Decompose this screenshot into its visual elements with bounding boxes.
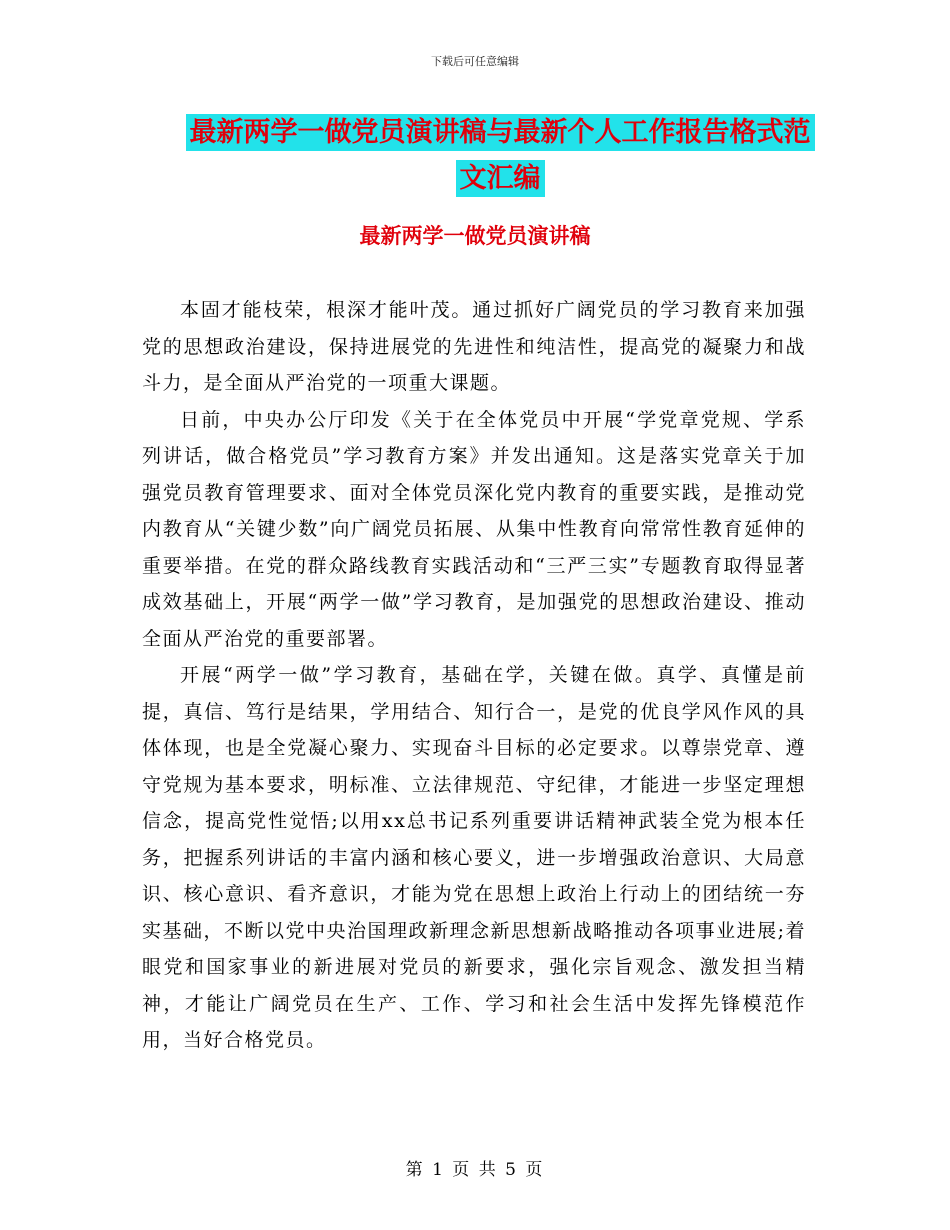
section-title: 最新两学一做党员演讲稿: [359, 223, 591, 248]
paragraph: 本固才能枝荣，根深才能叶茂。通过抓好广阔党员的学习教育来加强党的思想政治建设，保持进展党的先进性和纯洁性，提高党的凝聚力和战斗力，是全面从严治党的一项重大课题。: [142, 299, 806, 394]
document-title-line-1: 最新两学一做党员演讲稿与最新个人工作报告格式范: [186, 114, 815, 151]
page-footer: 第 1 页 共 5 页: [405, 1160, 545, 1180]
paragraph: 日前，中央办公厅印发《关于在全体党员中开展“学党章党规、学系列讲话，做合格党员”学习教育方案》并发出通知。这是落实党章关于加强党员教育管理要求、面对全体党员深化党内教育的重要实践，是推动党内教育从“关键少数”向广阔党员拓展、从集中性教育向常常性教育延伸的重要举措。在党的群众路线教育实践活动和“三严三实”专题教育取得显著成效基础上，开展“两学一做”学习教育，是加强党的思想政治建设、推动全面从严治党的重要部署。: [142, 408, 806, 650]
document-title-line-2: 文汇编: [456, 160, 545, 197]
header-note: 下载后可任意编辑: [431, 55, 519, 68]
body-text: [142, 292, 806, 1059]
paragraph: 开展“两学一做”学习教育，基础在学，关键在做。真学、真懂是前提，真信、笃行是结果，学用结合、知行合一，是党的优良学风作风的具体体现，也是全党凝心聚力、实现奋斗目标的必定要求。以尊崇党章、遵守党规为基本要求，明标准、立法律规范、守纪律，才能进一步坚定理想信念，提高党性觉悟;以用xx总书记系列重要讲话精神武装全党为根本任务，把握系列讲话的丰富内涵和核心要义，进一步增强政治意识、大局意识、核心意识、看齐意识，才能为党在思想上政治上行动上的团结统一夯实基础，不断以党中央治国理政新理念新思想新战略推动各项事业进展;着眼党和国家事业的新进展对党员的新要求，强化宗旨观念、激发担当精神，才能让广阔党员在生产、工作、学习和社会生活中发挥先锋模范作用，当好合格党员。: [142, 664, 806, 1051]
document-title: [180, 110, 820, 202]
